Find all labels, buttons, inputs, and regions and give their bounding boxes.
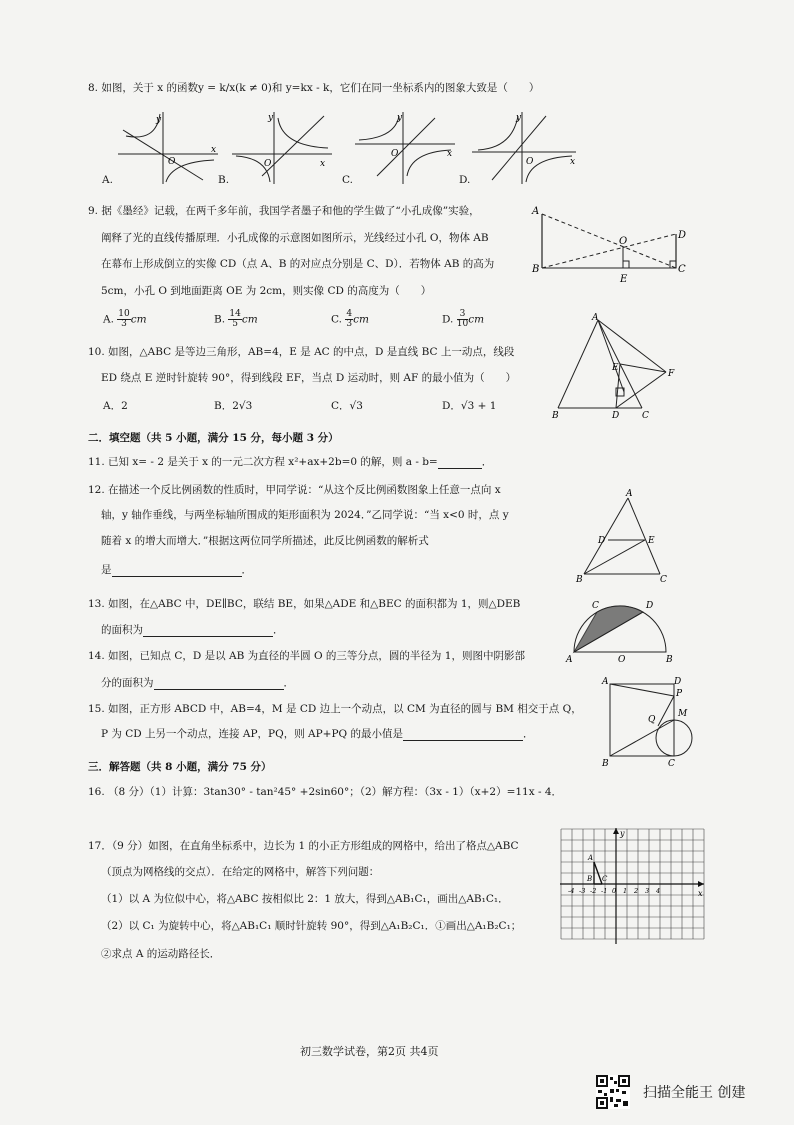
q17-line-5: ②求点 A 的运动路径长． — [101, 948, 221, 960]
q12-line-4: 是 ． — [101, 564, 252, 576]
axis-tick-label: 0 — [612, 887, 617, 895]
q8-stem: 8. 如图，关于 x 的函数y = k/x(k ≠ 0)和 y=kx - k，它们在同一坐标系内的图象大致是（ ） — [88, 82, 540, 94]
q14-line-2: 分的面积为 ． — [101, 677, 294, 689]
q15-label-p: P — [676, 689, 683, 699]
q17-line-4: （2）以 C₁ 为旋转中心，将△AB₁C₁ 顺时针旋转 90°，得到△A₁B₂C₁．①画出△A₁B₂C₁； — [101, 920, 522, 932]
q10-label-e: E — [612, 363, 619, 373]
q14-label-b: B — [666, 655, 673, 665]
q9-label-d: D — [678, 230, 687, 241]
q9-line-3: 在幕布上形成倒立的实像 CD（点 A、B 的对应点分别是 C、D）．若物体 AB 的高为 — [101, 258, 495, 270]
q12-label-b: B — [576, 575, 583, 585]
q8c-y-label: y — [397, 113, 403, 123]
qr-code-icon — [596, 1075, 630, 1109]
q8d-o-label: O — [526, 157, 534, 167]
q9-option-c[interactable]: C. $\frac{4}{3}$ cm — [331, 309, 369, 329]
q13-answer-blank[interactable] — [143, 636, 273, 637]
q15-label-c: C — [668, 759, 675, 769]
q8-graph-a — [118, 112, 218, 184]
q8b-o-label: O — [264, 159, 272, 169]
q17-line-3: （1）以 A 为位似中心，将△ABC 按相似比 2：1 放大，得到△AB₁C₁，画出△AB₁C₁． — [101, 893, 509, 905]
q13-line-1: 13. 如图，在△ABC 中，DE∥BC，联结 BE，如果△ADE 和△BEC 的面积都为 1，则△DEB — [88, 598, 521, 610]
q11-stem: 11. 已知 x= - 2 是关于 x 的一元二次方程 x²+ax+2b=0 的解，则 a - b= ． — [88, 456, 493, 468]
q14-answer-blank[interactable] — [154, 689, 284, 690]
q9-line-2: 阐释了光的直线传播原理．小孔成像的示意图如图所示，光线经过小孔 O，物体 AB — [101, 232, 489, 244]
page-footer: 初三数学试卷，第2页 共4页 — [300, 1045, 439, 1058]
q15-figure — [598, 674, 708, 770]
q15-line-2: P 为 CD 上另一个动点，连接 AP，PQ，则 AP+PQ 的最小值是 ． — [101, 728, 534, 740]
q8-option-c[interactable]: C. — [342, 174, 353, 186]
q10-line-1: 10. 如图，△ABC 是等边三角形，AB=4，E 是 AC 的中点，D 是直线 BC 上一动点，线段 — [88, 346, 515, 358]
q17-axis-x-label: x — [698, 889, 703, 898]
q15-label-b: B — [602, 759, 609, 769]
axis-tick-label: 3 — [645, 887, 650, 895]
q9-label-c: C — [678, 264, 686, 275]
q10-label-a: A — [592, 313, 599, 323]
q10-label-f: F — [668, 369, 675, 379]
q15-line-1: 15. 如图，正方形 ABCD 中，AB=4，M 是 CD 边上一个动点，以 CM 为直径的圆与 BM 相交于点 Q， — [88, 703, 582, 715]
q8a-y-label: y — [156, 115, 162, 125]
q14-label-o: O — [618, 655, 626, 665]
q17-label-c: C — [602, 875, 608, 883]
q9-option-d[interactable]: D. $\frac{3}{10}$ cm — [442, 309, 485, 329]
q8-graph-c — [355, 112, 455, 184]
q9-label-e: E — [620, 274, 628, 285]
q16-stem: 16. （8 分）（1）计算：3tan30° - tan²45° +2sin60°；（2）解方程：（3x - 1）（x+2）=11x - 4． — [88, 786, 563, 798]
q17-grid-figure — [556, 826, 706, 946]
q12-label-e: E — [648, 536, 655, 546]
axis-tick-label: -1 — [601, 887, 608, 895]
q14-label-a: A — [566, 655, 573, 665]
q15-label-q: Q — [648, 715, 656, 725]
q12-line-1: 12. 在描述一个反比例函数的性质时，甲同学说：“从这个反比例函数图象上任意一点向 x — [88, 484, 501, 496]
q17-label-b: B — [587, 875, 593, 883]
q10-option-c[interactable]: C．√3 — [331, 400, 363, 412]
q15-label-d: D — [674, 677, 682, 687]
q10-line-2: ED 绕点 E 逆时针旋转 90°，得到线段 EF，当点 D 运动时，则 AF 的最小值为（ ） — [101, 372, 517, 384]
q10-option-b[interactable]: B．2√3 — [214, 400, 253, 412]
scanner-watermark: 扫描全能王 创建 — [643, 1085, 746, 1101]
section-2-heading: 二．填空题（共 5 小题，满分 15 分，每小题 3 分） — [88, 432, 339, 444]
q8c-o-label: O — [391, 149, 399, 159]
q8-option-d[interactable]: D. — [459, 174, 471, 186]
q10-option-a[interactable]: A．2 — [103, 400, 128, 412]
q14-label-c: C — [592, 601, 599, 611]
q10-label-c: C — [642, 411, 649, 421]
q9-label-o: O — [619, 236, 628, 247]
axis-tick-label: -2 — [590, 887, 597, 895]
section-3-heading: 三．解答题（共 8 小题，满分 75 分） — [88, 761, 272, 773]
axis-tick-label: 2 — [634, 887, 639, 895]
q8b-x-label: x — [320, 159, 326, 169]
axis-tick-label: -4 — [568, 887, 575, 895]
q13-line-2: 的面积为 ． — [101, 624, 284, 636]
axis-tick-label: -3 — [579, 887, 586, 895]
q8-graph-d — [472, 112, 576, 184]
q9-figure — [530, 206, 690, 284]
q15-answer-blank[interactable] — [403, 740, 523, 741]
q12-line-3: 随着 x 的增大而增大．”根据这两位同学所描述，此反比例函数的解析式 — [101, 535, 429, 547]
q12-answer-blank[interactable] — [112, 576, 242, 577]
q12-label-a: A — [626, 489, 633, 499]
axis-tick-label: 4 — [656, 887, 661, 895]
q10-option-d[interactable]: D．√3 + 1 — [442, 400, 497, 412]
q10-label-b: B — [552, 411, 559, 421]
q8-graph-b — [232, 112, 332, 184]
q9-line-4: 5cm，小孔 O 到地面距离 OE 为 2cm，则实像 CD 的高度为（ ） — [101, 285, 432, 297]
q8c-x-label: x — [447, 149, 453, 159]
q9-label-a: A — [532, 206, 540, 217]
q8d-y-label: y — [516, 113, 522, 123]
q10-figure — [548, 312, 678, 420]
q9-label-b: B — [532, 264, 540, 275]
q17-label-a: A — [588, 854, 594, 862]
q8-option-b[interactable]: B. — [218, 174, 230, 186]
q8a-x-label: x — [211, 145, 217, 155]
q17-axis-y-label: y — [620, 829, 625, 838]
q11-answer-blank[interactable] — [438, 468, 482, 469]
q8-option-a[interactable]: A. — [102, 174, 113, 186]
q17-line-1: 17．（9 分）如图，在直角坐标系中，边长为 1 的小正方形组成的网格中，给出了格点△ABC — [88, 840, 519, 852]
q12-label-c: C — [660, 575, 667, 585]
q9-option-b[interactable]: B. $\frac{14}{5}$ cm — [214, 309, 258, 329]
q14-label-d: D — [646, 601, 654, 611]
q14-line-1: 14. 如图，已知点 C，D 是以 AB 为直径的半圆 O 的三等分点，圆的半径为 1，则图中阴影部 — [88, 650, 525, 662]
q14-figure — [566, 596, 676, 666]
q12-figure — [574, 488, 684, 584]
q15-label-m: M — [678, 709, 688, 719]
q8b-y-label: y — [268, 113, 274, 123]
q9-option-a[interactable]: A. $\frac{10}{3}$ cm — [103, 309, 147, 329]
q15-label-a: A — [602, 677, 609, 687]
q10-label-d: D — [612, 411, 620, 421]
q8d-x-label: x — [570, 157, 576, 167]
q12-label-d: D — [598, 536, 606, 546]
q9-line-1: 9. 据《墨经》记载，在两千多年前，我国学者墨子和他的学生做了“小孔成像”实验， — [88, 205, 480, 217]
q17-line-2: （顶点为网格线的交点）．在给定的网格中，解答下列问题： — [101, 866, 380, 878]
q12-line-2: 轴，y 轴作垂线，与两坐标轴所围成的矩形面积为 2024．”乙同学说：“当 x<0 时，点 y — [101, 509, 509, 521]
axis-tick-label: 1 — [623, 887, 628, 895]
q8a-o-label: O — [168, 157, 176, 167]
